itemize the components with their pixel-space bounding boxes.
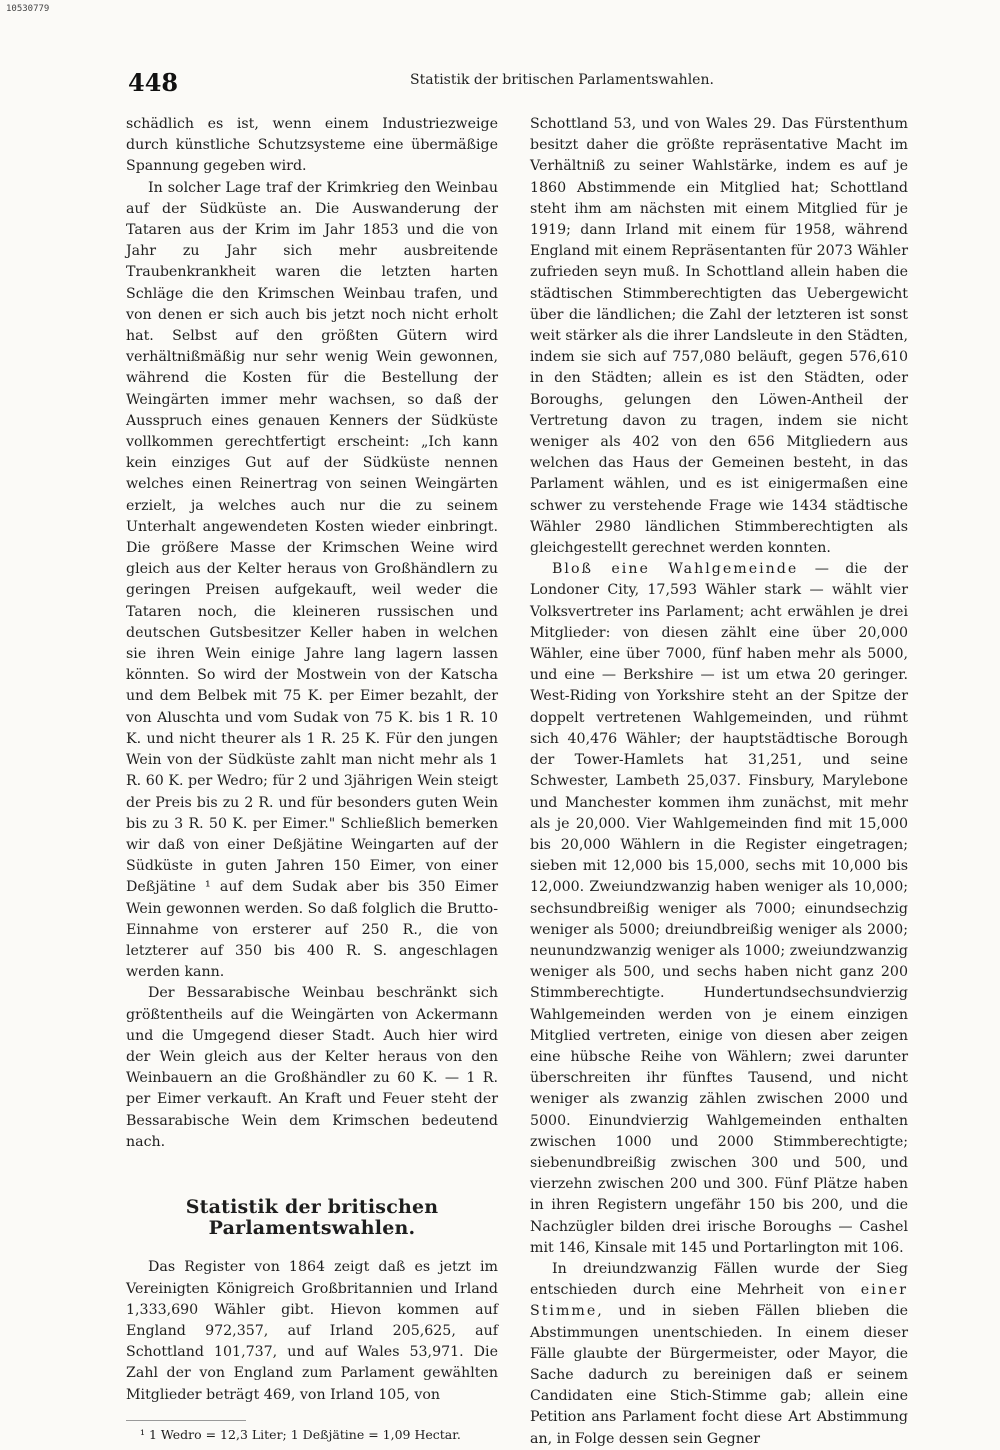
right-paragraph-3-part-a: In dreiundzwanzig Fällen wurde der Sieg entschieden durch eine Mehrheit von bbox=[530, 1260, 908, 1299]
scan-id: 10530779 bbox=[6, 4, 50, 14]
right-paragraph-3-part-b: , und in sieben Fällen blieben die Abstimmungen unentschieden. In einem dieser Fälle glaubte der Bürgermeister, oder Mayor, die Sache dadurch zu bereinigen daß er seinem Candidaten eine Stich-Stimme gab; allein eine Petition ans Parlament focht diese Art Abstimmung an, in Folge dessen sein Gegner bbox=[530, 1303, 908, 1447]
left-paragraph-1: schädlich es ist, wenn einem Industriezweige durch künstliche Schutzsysteme eine übermäßige Spannung gegeben wird. bbox=[126, 116, 498, 175]
page-number: 448 bbox=[128, 68, 179, 97]
right-paragraph-2-body: — die der Londoner City, 17,593 Wähler stark — wählt vier Volksvertreter ins Parlament; acht erwählen je drei Mitglieder: von diesen zählt eine über 20,000 Wähler, eine über 7000, fünf haben mehr als 5000, und eine — Berkshire — ist um etwa 20 geringer. West-Riding von Yorkshire steht an der Spitze der doppelt vertretenen Wahlgemeinden, und rühmt sich 40,476 Wähler; der hauptstädtische Borough der Tower-Hamlets hat 31,251, und seine Schwester, Lambeth 25,037. Finsbury, Marylebone und Manchester kommen ihm zunächst, mit mehr als je 20,000. Vier Wahlgemeinden find mit 15,000 bis 20,000 Wählern in die Register eingetragen; sieben mit 12,000 bis 15,000, sechs mit 10,000 bis 12,000. Zweiundzwanzig haben weniger als 10,000; sechsundbreißig weniger als 7000; einundsechzig weniger als 5000; dreiundbreißig weniger als 2000; neunundzwanzig weniger als 1000; zweiundzwanzig weniger als 500, und sechs haben nicht ganz 200 Stimmberechtigte. Hundertundsechsundvierzig Wahlgemeinden werden von je einem einzigen Mitglied vertreten, einige von diesen aber zeigen eine hübsche Reihe von Wählern; zwei darunter überschreiten ihr fünftes Tausend, und nicht weniger als zwanzig zählen zwischen 2000 und 5000. Einundvierzig Wahlgemeinden enthalten zwischen 1000 und 2000 Stimmberechtigte; siebenundbreißig zwischen 300 und 500, und vierzehn zwischen 200 und 300. Fünf Plätze haben in ihren Registern ungefähr 150 bis 200, und die Nachzügler bilden drei irische Boroughs — Cashel mit 146, Kinsale mit 145 und Portarlington mit 106. bbox=[530, 561, 908, 1256]
running-title: Statistik der britischen Parlamentswahlen. bbox=[410, 72, 714, 88]
footnote: ¹ 1 Wedro = 12,3 Liter; 1 Deßjätine = 1,09 Hectar. bbox=[140, 1426, 461, 1442]
section-heading: Statistik der britischen Parlamentswahlen. bbox=[185, 1195, 439, 1240]
left-paragraph-4: Das Register von 1864 zeigt daß es jetzt im Vereinigten Königreich Großbritannien und Irland 1,333,690 Wähler gibt. Hievon kommen auf England 972,357, auf Irland 205,625, auf Schottland 101,737, und auf Wales 53,971. Die Zahl der von England zum Parlament gewählten Mitglieder beträgt 469, von Irland 105, von bbox=[126, 1259, 498, 1403]
right-paragraph-1: Schottland 53, und von Wales 29. Das Fürstenthum besitzt daher die größte repräsentative Macht im Verhältniß zu seiner Wahlstärke, indem es auf je 1860 Abstimmende ein Mitglied hat; Schottland steht ihm am nächsten mit einem Mitglied für je 1919; dann Irland mit einem für 1958, während England mit einem Repräsentanten für 2073 Wähler zufrieden seyn muß. In Schottland allein haben die städtischen Stimmberechtigten das Uebergewicht über die ländlichen; die Zahl der letzteren ist sonst weit stärker als die ihrer Landsleute in den Städten, indem sie sich auf 757,080 beläuft, gegen 576,610 in den Städten; allein es ist den Städten, oder Boroughs, gelungen den Löwen-Antheil der Vertretung davon zu tragen, indem sie nicht weniger als 402 von den 656 Mitgliedern aus welchen das Haus der Gemeinen besteht, in das Parlament wählen, und es ist einigermaßen eine schwer zu verstehende Frage wie 1434 städtische Wähler 2980 ländlichen Stimmberechtigten als gleichgestellt gerechnet werden konnten. bbox=[530, 116, 908, 557]
left-paragraph-3: Der Bessarabische Weinbau beschränkt sich größtentheils auf die Weingärten von Ackermann und die Umgegend dieser Stadt. Auch hier wird der Wein gleich aus der Kelter heraus von den Weinbauern an die Großhändler zu 60 K. — 1 R. per Eimer verkauft. An Kraft und Feuer steht der Bessarabische Wein dem Krimschen bedeutend nach. bbox=[126, 985, 498, 1150]
spaced-emphasis: Bloß eine Wahlgemeinde bbox=[552, 561, 799, 578]
footnote-rule bbox=[126, 1420, 246, 1421]
spaced-emphasis: einer Stimme bbox=[530, 1282, 908, 1320]
left-column bbox=[126, 114, 498, 1443]
right-paragraph-3 bbox=[530, 1259, 908, 1450]
left-paragraph-2: In solcher Lage traf der Krimkrieg den Weinbau auf der Südküste an. Die Auswanderung der Tataren aus der Krim im Jahr 1853 und die von Jahr zu Jahr sich mehr ausbreitende Traubenkrankheit waren die letzten harten Schläge die den Krimschen Weinbau trafen, und von denen er sich auch bis jetzt noch nicht erholt hat. Selbst auf den größten Gütern wird verhältnißmäßig nur sehr wenig Wein gewonnen, während die Kosten für die Bestellung der Weingärten immer mehr wachsen, so daß der Ausspruch eines genauen Kenners der Südküste vollkommen gerechtfertigt erscheint: „Ich kann kein einziges Gut auf der Südküste nennen welches einen Reinertrag von seinen Weingärten erzielt, ja welches auch nur die zu seinem Unterhalt angewendeten Kosten wieder einbringt. Die größere Masse der Krimschen Weine wird gleich aus der Kelter heraus von Großhändlern zu geringen Preisen aufgekauft, weil weder die Tataren noch, die kleineren russischen und deutschen Gutsbesitzer Keller haben in welchen sie ihren Wein einige Jahre lang lagern lassen könnten. So wird der Mostwein von der Katscha und dem Belbek mit 75 K. per Eimer bezahlt, der von Aluschta und vom Sudak von 75 K. bis 1 R. 10 K. und nicht theurer als 1 R. 25 K. Für den jungen Wein von der Südküste zahlt man nicht mehr als 1 R. 60 K. per Wedro; für 2 und 3jährigen Wein steigt der Preis bis zu 2 R. und für besonders guten Wein bis zu 3 R. 50 K. per Eimer." Schließlich bemerken wir daß von einer Deßjätine Weingarten auf der Südküste in guten Jahren 150 Eimer, von einer Deßjätine ¹ auf dem Sudak aber bis 350 Eimer Wein gewonnen werden. So daß folglich die Brutto-Einnahme von ersterer auf 250 R., die von letzterer auf 350 bis 400 R. S. angeschlagen werden kann. bbox=[126, 179, 498, 981]
right-column bbox=[530, 114, 908, 1450]
right-paragraph-2 bbox=[530, 559, 908, 1259]
